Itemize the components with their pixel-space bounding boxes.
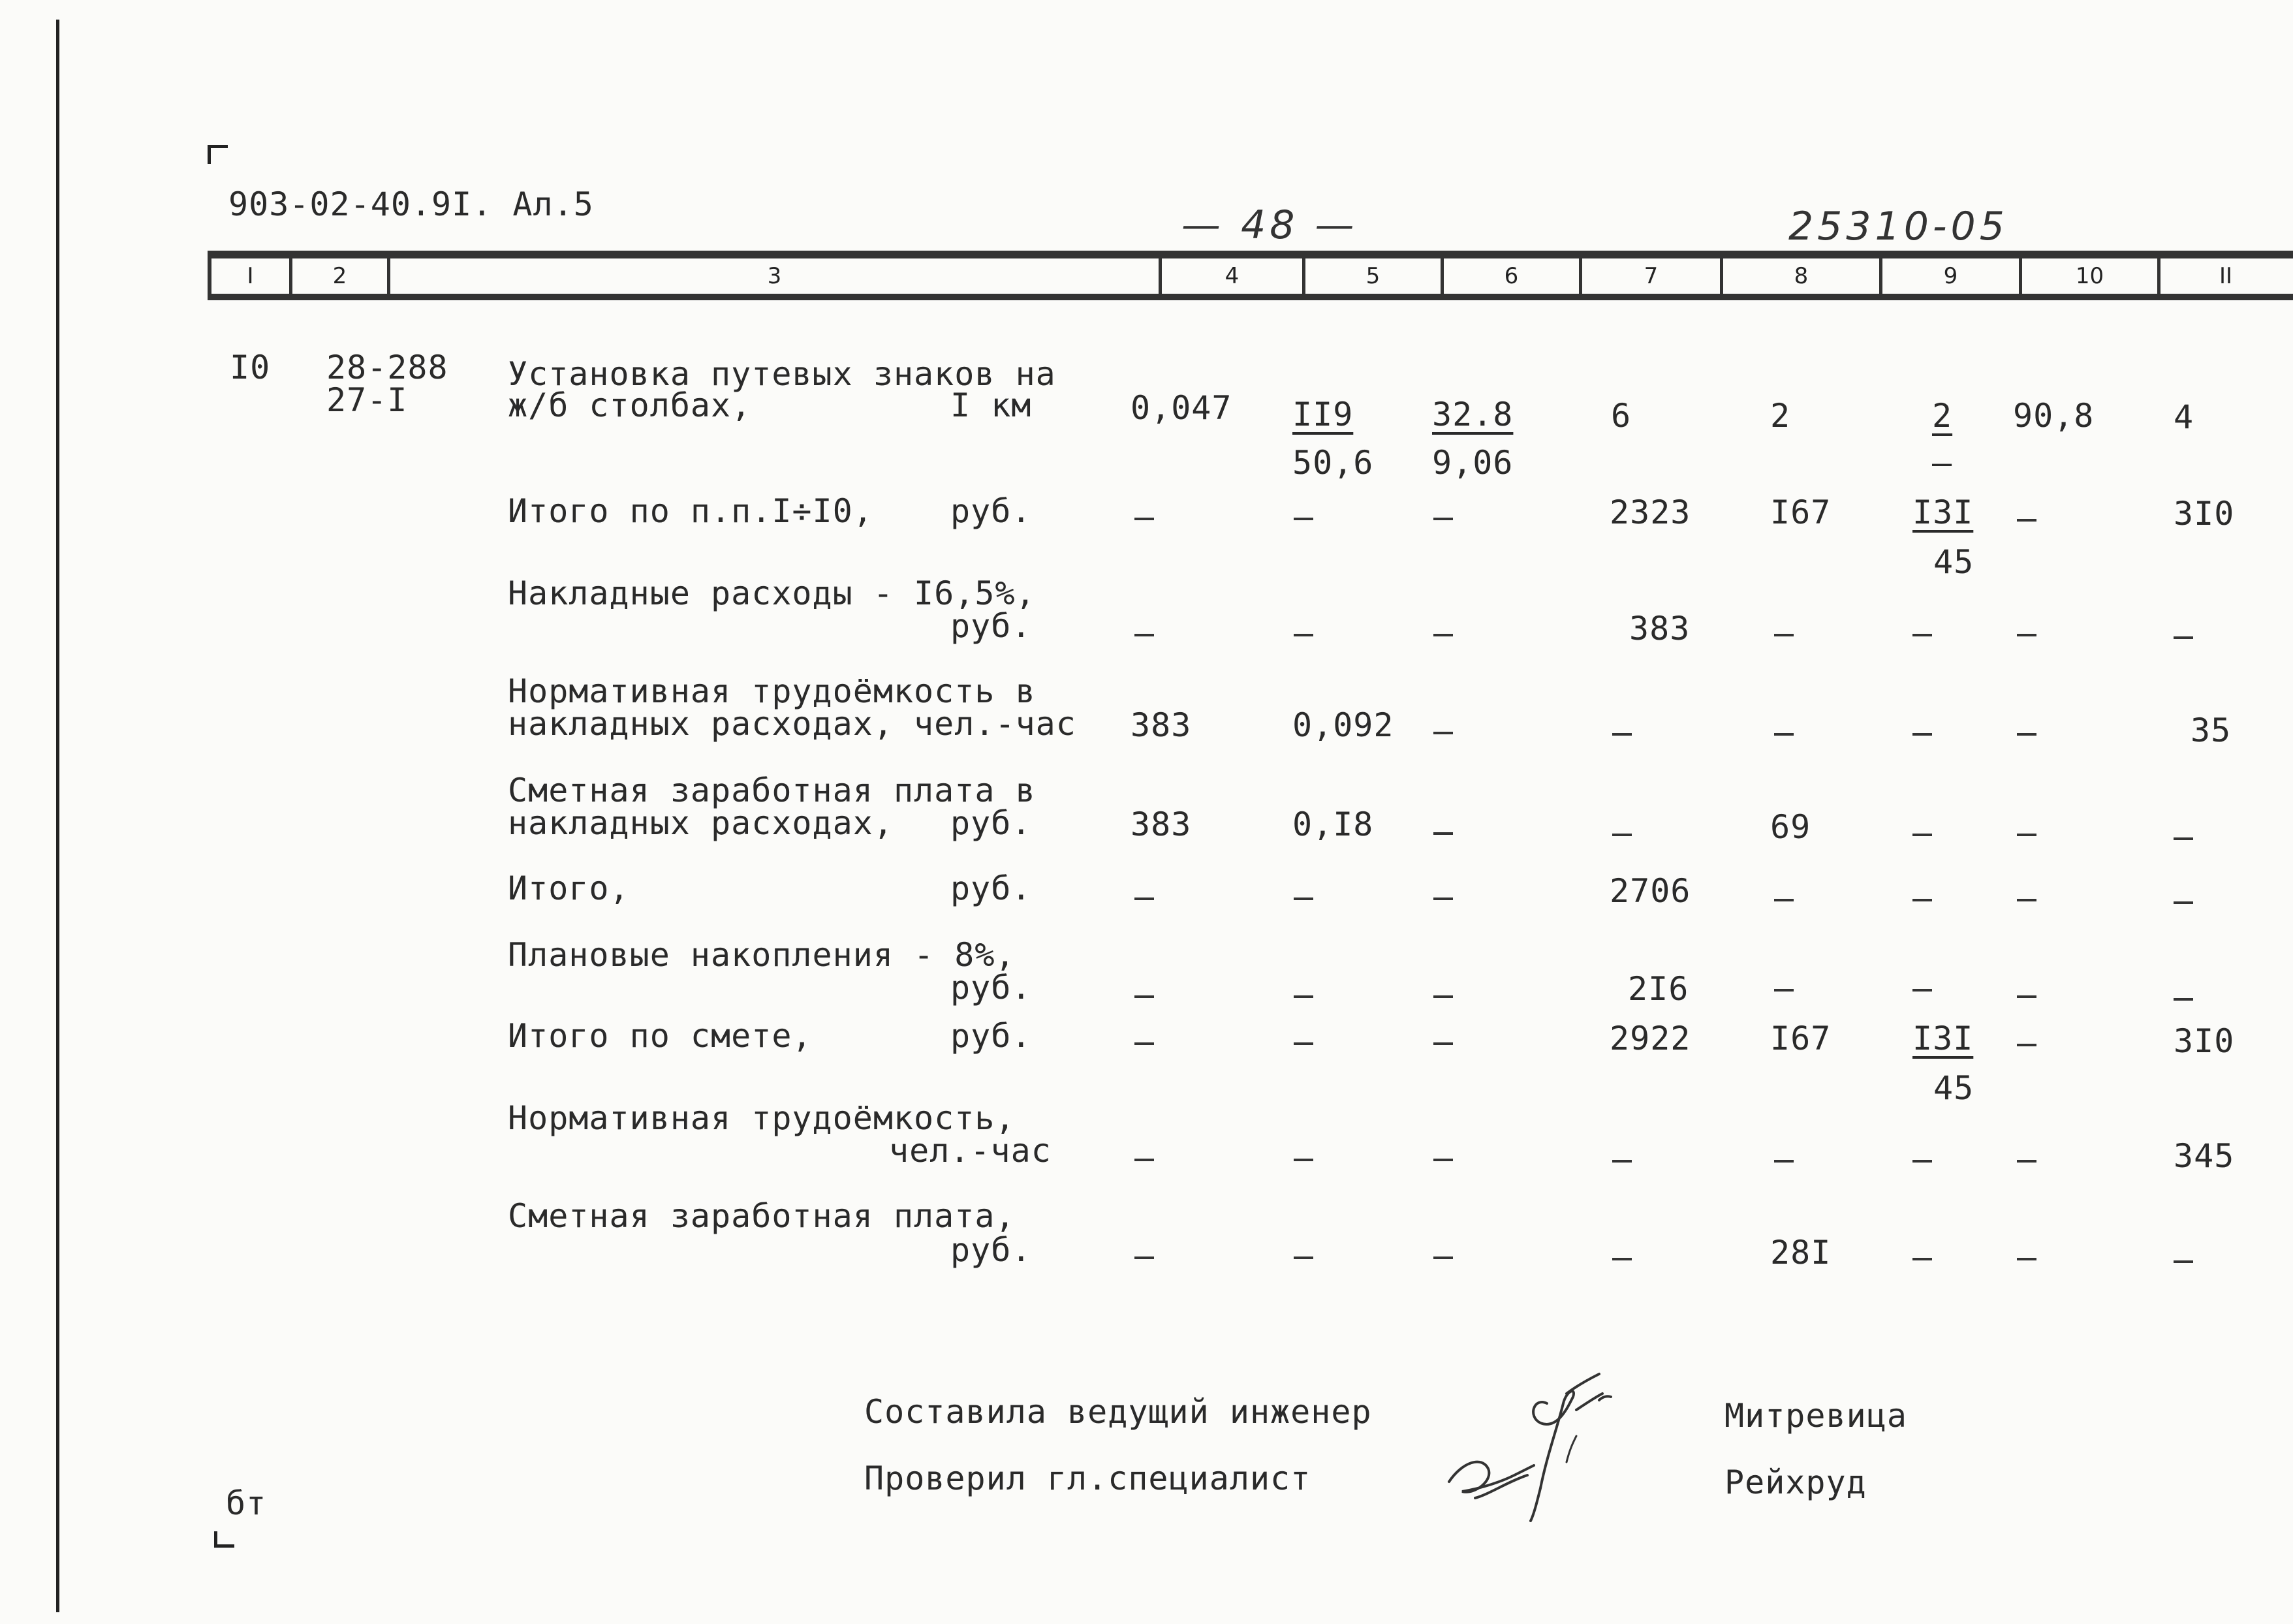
overhead-c9 [1912, 628, 1932, 640]
row10-code-1: 28-288 [326, 349, 448, 386]
wage-total-label-2: руб. [950, 1231, 1032, 1269]
subtotal-c7: 2706 [1610, 872, 1691, 910]
subtotal-c6 [1433, 892, 1453, 904]
col-header-5: 5 [1305, 258, 1444, 294]
overhead-c6 [1433, 628, 1453, 640]
row10-c10: 90,8 [2013, 397, 2095, 435]
column-header-band [208, 251, 2293, 303]
total-items-label: Итого по п.п.I÷I0, [508, 492, 873, 530]
total-items-c6 [1433, 512, 1453, 524]
total-items-c9-top: I3I [1912, 493, 1974, 531]
labor-oh-c8 [1774, 727, 1794, 740]
total-items-unit: руб. [950, 492, 1032, 530]
subtotal-unit: руб. [950, 869, 1032, 907]
labor-oh-c6 [1433, 726, 1453, 738]
row10-c9-bot: – [1932, 444, 1953, 482]
row10-c11: 4 [2174, 398, 2194, 436]
labor-oh-c7 [1612, 727, 1632, 740]
planned-c5 [1294, 990, 1313, 1002]
wage-oh-c10 [2017, 828, 2036, 840]
handwritten-signature [1436, 1358, 1645, 1527]
corner-mark-top-left [208, 145, 228, 164]
row10-c6-bot: 9,06 [1432, 444, 1514, 482]
labor-oh-c11: 35 [2191, 711, 2232, 749]
planned-c9 [1912, 983, 1932, 995]
wage-oh-c9 [1912, 828, 1932, 840]
planned-c6 [1433, 990, 1453, 1002]
subtotal-label: Итого, [508, 869, 630, 907]
grand-total-c6 [1433, 1037, 1453, 1049]
overhead-c5 [1294, 628, 1313, 640]
grand-total-c9-bot: 45 [1933, 1069, 1974, 1107]
margin-note: бт [226, 1484, 267, 1522]
overhead-unit: руб. [950, 607, 1032, 645]
planned-c4 [1134, 990, 1154, 1002]
row10-desc-2: ж/б столбах, [508, 386, 752, 424]
planned-c11 [2174, 992, 2193, 1005]
total-items-c9-bot: 45 [1933, 543, 1974, 581]
wage-oh-c8: 69 [1770, 808, 1811, 846]
labor-total-c8 [1774, 1154, 1794, 1166]
planned-unit: руб. [950, 969, 1032, 1007]
labor-total-c6 [1433, 1153, 1453, 1165]
wage-oh-c4: 383 [1131, 805, 1192, 843]
labor-total-c7 [1612, 1154, 1632, 1166]
subtotal-c4 [1134, 892, 1154, 904]
compiled-by-name: Митревица [1724, 1397, 1907, 1435]
wage-total-c4 [1134, 1251, 1154, 1263]
wage-total-c10 [2017, 1252, 2036, 1264]
wage-oh-c11 [2174, 832, 2193, 844]
row10-unit: I км [950, 386, 1032, 424]
binding-line [56, 20, 59, 1612]
labor-oh-label-1: Нормативная трудоёмкость в [508, 672, 1036, 710]
grand-total-c8: I67 [1770, 1020, 1832, 1057]
row10-c9-top: 2 [1932, 397, 1953, 435]
row10-num: I0 [230, 349, 271, 386]
grand-total-label: Итого по смете, [508, 1017, 813, 1055]
wage-oh-c7 [1612, 828, 1632, 840]
wage-oh-label-2: накладных расходах, [508, 804, 894, 842]
col-header-7: 7 [1582, 258, 1723, 294]
grand-total-c11: 3I0 [2174, 1022, 2235, 1060]
planned-c7: 2I6 [1628, 970, 1689, 1008]
total-items-c5 [1294, 512, 1313, 524]
col-header-2: 2 [292, 258, 390, 294]
subtotal-c10 [2017, 893, 2036, 905]
subtotal-c9 [1912, 893, 1932, 905]
checked-by-name: Рейхруд [1724, 1463, 1867, 1501]
checked-by-label: Проверил гл.специалист [864, 1460, 1311, 1497]
wage-total-c7 [1612, 1252, 1632, 1264]
wage-total-c11 [2174, 1255, 2193, 1267]
subtotal-c11 [2174, 896, 2193, 908]
col-header-4: 4 [1162, 258, 1305, 294]
labor-oh-c4: 383 [1131, 706, 1192, 744]
labor-total-label-2: чел.-час [889, 1132, 1052, 1170]
labor-oh-label-2: накладных расходах, чел.-час [508, 705, 1076, 743]
page-number: — 48 — [1181, 202, 1358, 248]
grand-total-c4 [1134, 1037, 1154, 1049]
col-header-8: 8 [1723, 258, 1882, 294]
grand-total-c9-top: I3I [1912, 1020, 1974, 1057]
row10-c4: 0,047 [1131, 389, 1232, 427]
row10-c7: 6 [1611, 397, 1632, 435]
wage-total-label-1: Сметная заработная плата, [508, 1197, 1016, 1235]
grand-total-c10 [2017, 1038, 2036, 1050]
wage-total-c5 [1294, 1251, 1313, 1263]
row10-desc-1: Установка путевых знаков на [508, 355, 1056, 393]
col-header-1: I [211, 258, 292, 294]
overhead-c10 [2017, 628, 2036, 640]
total-items-c4 [1134, 512, 1154, 524]
wage-oh-c6 [1433, 826, 1453, 839]
corner-mark-bottom-left [214, 1531, 234, 1548]
col-header-6: 6 [1444, 258, 1582, 294]
total-items-c8: I67 [1770, 493, 1832, 531]
labor-total-label-1: Нормативная трудоёмкость, [508, 1099, 1016, 1137]
planned-c10 [2017, 990, 2036, 1002]
labor-total-c11: 345 [2174, 1137, 2235, 1175]
planned-c8 [1774, 983, 1794, 995]
compiled-by-label: Составила ведущий инженер [864, 1393, 1372, 1431]
wage-total-c9 [1912, 1252, 1932, 1264]
stamp-number: 25310-05 [1788, 204, 2008, 249]
wage-oh-c5: 0,I8 [1292, 805, 1374, 843]
wage-total-c8: 28I [1770, 1234, 1832, 1272]
row10-code-2: 27-I [326, 381, 408, 419]
row10-c5-bot: 50,6 [1292, 444, 1374, 482]
labor-oh-c9 [1912, 727, 1932, 740]
row10-c8: 2 [1770, 397, 1791, 435]
labor-oh-c5: 0,092 [1292, 706, 1394, 744]
col-header-11: II [2219, 263, 2233, 289]
row10-c5-top: II9 [1292, 396, 1354, 433]
subtotal-c8 [1774, 893, 1794, 905]
total-items-c7: 2323 [1610, 493, 1691, 531]
overhead-c11 [2174, 631, 2193, 643]
subtotal-c5 [1294, 892, 1313, 904]
row10-c6-top: 32.8 [1432, 396, 1514, 433]
planned-label: Плановые накопления - 8%, [508, 936, 1016, 974]
grand-total-c7: 2922 [1610, 1020, 1691, 1057]
doc-code: 903-02-40.9I. Ал.5 [228, 185, 594, 223]
labor-total-c4 [1134, 1153, 1154, 1165]
wage-oh-unit: руб. [950, 804, 1032, 842]
labor-total-c5 [1294, 1153, 1313, 1165]
overhead-c7: 383 [1629, 610, 1691, 648]
grand-total-c5 [1294, 1037, 1313, 1049]
total-items-c11: 3I0 [2174, 495, 2235, 533]
total-items-c10 [2017, 513, 2036, 525]
col-header-10: 10 [2022, 258, 2160, 294]
col-header-3: 3 [390, 258, 1162, 294]
labor-oh-c10 [2017, 727, 2036, 740]
overhead-c8 [1774, 628, 1794, 640]
labor-total-c9 [1912, 1154, 1932, 1166]
grand-total-unit: руб. [950, 1017, 1032, 1055]
wage-total-c6 [1433, 1251, 1453, 1263]
wage-oh-label-1: Сметная заработная плата в [508, 772, 1036, 809]
labor-total-c10 [2017, 1154, 2036, 1166]
col-header-9: 9 [1882, 258, 2022, 294]
overhead-c4 [1134, 628, 1154, 640]
overhead-label: Накладные расходы - I6,5%, [508, 574, 1036, 612]
